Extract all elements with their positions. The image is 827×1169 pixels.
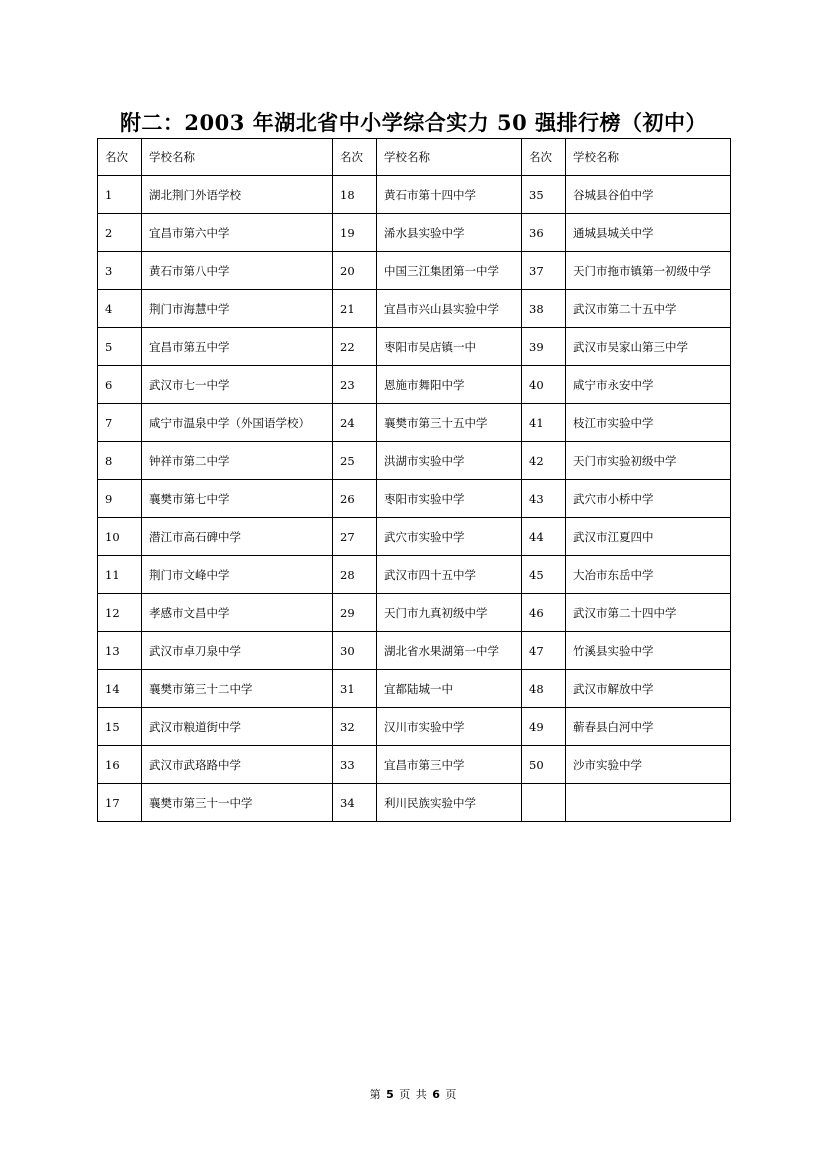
school-name-cell: 咸宁市温泉中学（外国语学校） (142, 404, 333, 442)
table-row (98, 176, 731, 214)
header-school: 学校名称 (377, 139, 522, 176)
rank-cell: 11 (98, 556, 142, 594)
school-name-cell: 襄樊市第三十一中学 (142, 784, 333, 822)
school-name-cell: 枣阳市吴店镇一中 (377, 328, 522, 366)
table-header-row (98, 139, 731, 176)
rank-cell: 23 (333, 366, 377, 404)
rank-cell: 21 (333, 290, 377, 328)
school-name-cell: 利川民族实验中学 (377, 784, 522, 822)
rank-cell: 40 (522, 366, 566, 404)
school-name-cell: 天门市九真初级中学 (377, 594, 522, 632)
rank-cell: 44 (522, 518, 566, 556)
ranking-table-body (98, 139, 731, 822)
school-name-cell: 洪湖市实验中学 (377, 442, 522, 480)
school-name-cell: 枣阳市实验中学 (377, 480, 522, 518)
school-name-cell: 恩施市舞阳中学 (377, 366, 522, 404)
header-school: 学校名称 (142, 139, 333, 176)
school-name-cell: 武汉市四十五中学 (377, 556, 522, 594)
rank-cell: 17 (98, 784, 142, 822)
school-name-cell: 宜昌市第五中学 (142, 328, 333, 366)
school-name-cell: 湖北省水果湖第一中学 (377, 632, 522, 670)
table-row (98, 328, 731, 366)
table-row (98, 366, 731, 404)
footer-suffix: 页 (445, 1088, 458, 1101)
school-name-cell: 荆门市文峰中学 (142, 556, 333, 594)
table-row (98, 252, 731, 290)
rank-cell: 14 (98, 670, 142, 708)
rank-cell: 43 (522, 480, 566, 518)
school-name-cell: 中国三江集团第一中学 (377, 252, 522, 290)
header-rank: 名次 (333, 139, 377, 176)
rank-cell: 15 (98, 708, 142, 746)
school-name-cell: 天门市实验初级中学 (566, 442, 731, 480)
school-name-cell: 武穴市小桥中学 (566, 480, 731, 518)
rank-cell: 34 (333, 784, 377, 822)
footer-page-number: 5 (386, 1088, 395, 1101)
rank-cell: 50 (522, 746, 566, 784)
school-name-cell: 襄樊市第三十五中学 (377, 404, 522, 442)
rank-cell: 32 (333, 708, 377, 746)
rank-cell: 13 (98, 632, 142, 670)
school-name-cell: 天门市拖市镇第一初级中学 (566, 252, 731, 290)
table-row (98, 594, 731, 632)
school-name-cell: 孝感市文昌中学 (142, 594, 333, 632)
school-name-cell: 谷城县谷伯中学 (566, 176, 731, 214)
school-name-cell: 武汉市吴家山第三中学 (566, 328, 731, 366)
page-footer (0, 1086, 827, 1102)
rank-cell: 24 (333, 404, 377, 442)
table-row (98, 556, 731, 594)
rank-cell: 18 (333, 176, 377, 214)
rank-cell: 28 (333, 556, 377, 594)
rank-cell: 39 (522, 328, 566, 366)
rank-cell: 16 (98, 746, 142, 784)
school-name-cell: 武汉市第二十五中学 (566, 290, 731, 328)
rank-cell: 27 (333, 518, 377, 556)
school-name-cell: 浠水县实验中学 (377, 214, 522, 252)
school-name-cell: 钟祥市第二中学 (142, 442, 333, 480)
school-name-cell: 宜都陆城一中 (377, 670, 522, 708)
school-name-cell: 宜昌市第六中学 (142, 214, 333, 252)
table-row (98, 746, 731, 784)
school-name-cell: 武汉市解放中学 (566, 670, 731, 708)
footer-page-total: 6 (432, 1088, 441, 1101)
rank-cell: 38 (522, 290, 566, 328)
rank-cell: 5 (98, 328, 142, 366)
school-name-cell: 武汉市江夏四中 (566, 518, 731, 556)
rank-cell: 35 (522, 176, 566, 214)
footer-prefix: 第 (369, 1088, 382, 1101)
school-name-cell: 宜昌市兴山县实验中学 (377, 290, 522, 328)
school-name-cell: 竹溪县实验中学 (566, 632, 731, 670)
rank-cell: 10 (98, 518, 142, 556)
school-name-cell: 武汉市武珞路中学 (142, 746, 333, 784)
school-name-cell: 武汉市粮道街中学 (142, 708, 333, 746)
rank-cell: 31 (333, 670, 377, 708)
footer-middle: 页 共 (399, 1088, 428, 1101)
rank-cell: 6 (98, 366, 142, 404)
rank-cell: 29 (333, 594, 377, 632)
rank-cell: 26 (333, 480, 377, 518)
school-name-cell (566, 784, 731, 822)
rank-cell: 22 (333, 328, 377, 366)
rank-cell: 1 (98, 176, 142, 214)
table-row (98, 784, 731, 822)
school-name-cell: 襄樊市第七中学 (142, 480, 333, 518)
rank-cell: 9 (98, 480, 142, 518)
rank-cell: 48 (522, 670, 566, 708)
rank-cell: 8 (98, 442, 142, 480)
rank-cell: 4 (98, 290, 142, 328)
rank-cell: 37 (522, 252, 566, 290)
table-row (98, 290, 731, 328)
school-name-cell: 汉川市实验中学 (377, 708, 522, 746)
rank-cell: 25 (333, 442, 377, 480)
table-row (98, 708, 731, 746)
page-title: 附二：2003 年湖北省中小学综合实力 50 强排行榜（初中） (119, 110, 708, 135)
rank-cell: 49 (522, 708, 566, 746)
rank-cell: 45 (522, 556, 566, 594)
rank-cell: 7 (98, 404, 142, 442)
school-name-cell: 襄樊市第三十二中学 (142, 670, 333, 708)
school-name-cell: 黄石市第十四中学 (377, 176, 522, 214)
school-name-cell: 枝江市实验中学 (566, 404, 731, 442)
school-name-cell: 武汉市第二十四中学 (566, 594, 731, 632)
rank-cell: 3 (98, 252, 142, 290)
rank-cell: 36 (522, 214, 566, 252)
rank-cell: 42 (522, 442, 566, 480)
school-name-cell: 武穴市实验中学 (377, 518, 522, 556)
school-name-cell: 宜昌市第三中学 (377, 746, 522, 784)
header-rank: 名次 (98, 139, 142, 176)
header-school: 学校名称 (566, 139, 731, 176)
rank-cell: 19 (333, 214, 377, 252)
school-name-cell: 湖北荆门外语学校 (142, 176, 333, 214)
table-row (98, 480, 731, 518)
school-name-cell: 武汉市七一中学 (142, 366, 333, 404)
school-name-cell: 潜江市高石碑中学 (142, 518, 333, 556)
rank-cell (522, 784, 566, 822)
school-name-cell: 荆门市海慧中学 (142, 290, 333, 328)
rank-cell: 33 (333, 746, 377, 784)
table-row (98, 442, 731, 480)
rank-cell: 41 (522, 404, 566, 442)
header-rank: 名次 (522, 139, 566, 176)
school-name-cell: 武汉市卓刀泉中学 (142, 632, 333, 670)
school-name-cell: 沙市实验中学 (566, 746, 731, 784)
school-name-cell: 黄石市第八中学 (142, 252, 333, 290)
table-row (98, 632, 731, 670)
rank-cell: 46 (522, 594, 566, 632)
rank-cell: 47 (522, 632, 566, 670)
rank-cell: 12 (98, 594, 142, 632)
school-name-cell: 蕲春县白河中学 (566, 708, 731, 746)
table-row (98, 214, 731, 252)
table-row (98, 404, 731, 442)
school-name-cell: 咸宁市永安中学 (566, 366, 731, 404)
school-name-cell: 通城县城关中学 (566, 214, 731, 252)
school-name-cell: 大冶市东岳中学 (566, 556, 731, 594)
rank-cell: 2 (98, 214, 142, 252)
table-row (98, 670, 731, 708)
ranking-table (97, 138, 731, 822)
rank-cell: 20 (333, 252, 377, 290)
table-row (98, 518, 731, 556)
rank-cell: 30 (333, 632, 377, 670)
